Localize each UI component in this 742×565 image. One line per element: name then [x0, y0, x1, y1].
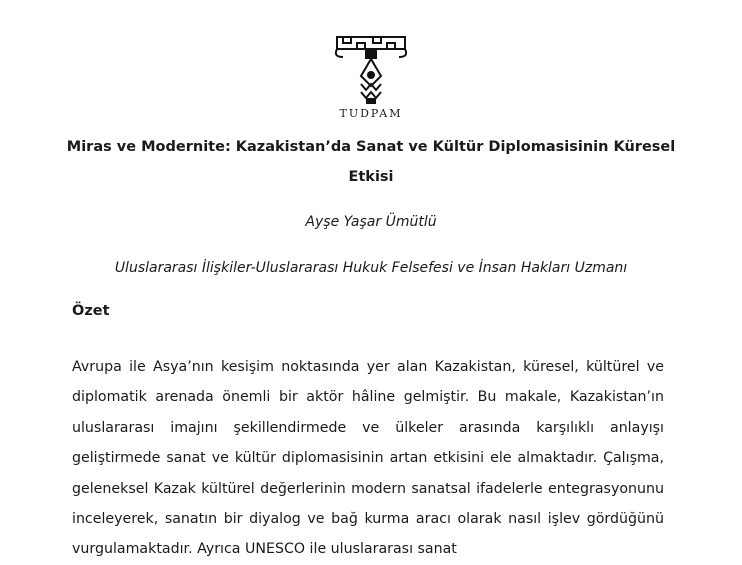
logo	[0, 34, 742, 110]
author-name: Ayşe Yaşar Ümütlü	[305, 214, 437, 230]
author-affiliation: Uluslararası İlişkiler-Uluslararası Hukuk Felsefesi ve İnsan Hakları Uzmanı	[114, 260, 628, 276]
document-title: Miras ve Modernite: Kazakistan’da Sanat ve Kültür Diplomasisinin Küresel Etkisi	[66, 139, 676, 185]
abstract-body: Avrupa ile Asya’nın kesişim noktasında yer alan Kazakistan, küresel, kültürel ve diplomatik arenada önemli bir aktör hâline gelmiştir. Bu makale, Kazakistan’ın uluslararası imajını şekillendirmede ve ülkeler arasında karşılıklı anlayışı geliştirmede sanat ve kültür diplomasisinin artan etkisini ele almaktadır. Çalışma, geleneksel Kazak kültürel değerlerinin modern sanatsal ifadelerle entegrasyonunu inceleyerek, sanatın bir diyalog ve bağ kurma aracı olarak nasıl işlev gördüğünü vurgulamaktadır. Ayrıca UNESCO ile uluslararası sanat	[72, 359, 664, 558]
abstract-heading: Özet	[72, 303, 110, 319]
logo-text: TUDPAM	[339, 107, 403, 120]
tudpam-logo-icon	[333, 34, 409, 106]
